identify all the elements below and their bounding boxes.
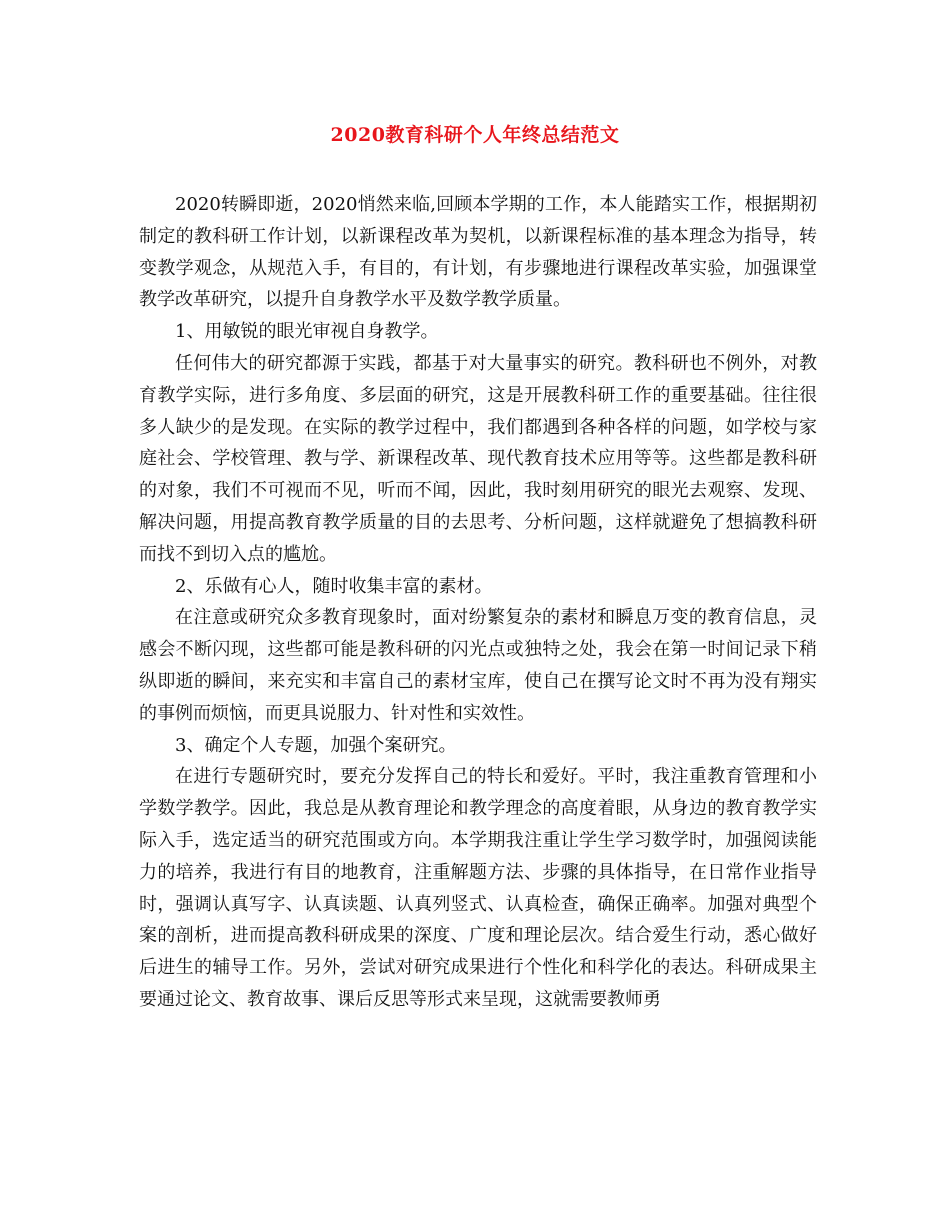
paragraph-section-2: 在注意或研究众多教育现象时，面对纷繁复杂的素材和瞬息万变的教育信息，灵感会不断闪现，这些都可能是教科研的闪光点或独特之处，我会在第一时间记录下稍纵即逝的瞬间，来充实和丰富自己的素材宝库，使自己在撰写论文时不再为没有翔实的事例而烦恼，而更具说服力、针对性和实效性。	[139, 607, 817, 724]
document-body	[139, 189, 817, 1016]
section-heading-2: 2、乐做有心人，随时收集丰富的素材。	[175, 575, 493, 597]
paragraph-section-1: 任何伟大的研究都源于实践，都基于对大量事实的研究。教科研也不例外，对教育教学实际，进行多角度、多层面的研究，这是开展教科研工作的重要基础。往往很多人缺少的是发现。在实际的教学过程中，我们都遇到各种各样的问题，如学校与家庭社会、学校管理、教与学、新课程改革、现代教育技术应用等等。这些都是教科研的对象，我们不可视而不见，听而不闻，因此，我时刻用研究的眼光去观察、发现、解决问题，用提高教育教学质量的目的去思考、分析问题，这样就避免了想搞教科研而找不到切入点的尴尬。	[139, 352, 817, 565]
paragraph-intro: 2020转瞬即逝，2020悄然来临,回顾本学期的工作，本人能踏实工作，根据期初制定的教科研工作计划，以新课程改革为契机，以新课程标准的基本理念为指导，转变教学观念，从规范入手，有目的，有计划，有步骤地进行课程改革实验，加强课堂教学改革研究，以提升自身教学水平及数学教学质量。	[139, 194, 817, 311]
document-title: 2020教育科研个人年终总结范文	[330, 124, 620, 146]
section-heading-1: 1、用敏锐的眼光审视自身教学。	[175, 321, 439, 343]
section-heading-3: 3、确定个人专题，加强个案研究。	[175, 734, 457, 756]
paragraph-section-3: 在进行专题研究时，要充分发挥自己的特长和爱好。平时，我注重教育管理和小学数学教学。因此，我总是从教育理论和教学理念的高度着眼，从身边的教育教学实际入手，选定适当的研究范围或方向。本学期我注重让学生学习数学时，加强阅读能力的培养，我进行有目的地教育，注重解题方法、步骤的具体指导，在日常作业指导时，强调认真写字、认真读题、认真列竖式、认真检查，确保正确率。加强对典型个案的剖析，进而提高教科研成果的深度、广度和理论层次。结合爱生行动，悉心做好后进生的辅导工作。另外，尝试对研究成果进行个性化和科学化的表达。科研成果主要通过论文、教育故事、课后反思等形式来呈现，这就需要教师勇	[139, 766, 817, 1010]
